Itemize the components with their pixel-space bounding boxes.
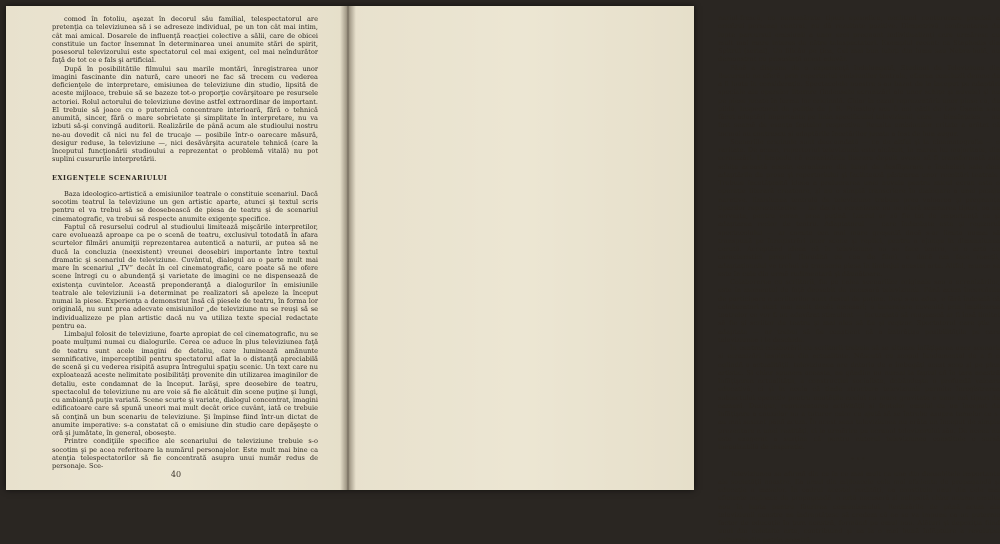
paragraph: Scenariile originale sunt deocamdată — ca de altfel şi la cinematografie — o raritate. De aceea, repertoriul televiziunii este alcătuit, în marea lui majoritate, din ecranizări. E limpede că ecranizările literare depuit aveau să fi transformată sub schiţe această acesta ecranizare din lungi de desfăşurare a încheieri sale deci adaptările de prose şi repertoriului şi facilitează păstrarea unor recoltări teatrale. Trebuie încetăţenită ideea a prelucrarea unei nuvele pentru micul ecran este o operaţie literară creatoare, şi nu o simplă transcriere în dialogare a unei pasaje narative. Emisiunea teatrală de televiziune trebuie prea valoarea şi pregnanţa tiparilor reprezentative — iar dacă o ecranizare nu ne oferă semnarea tipuri, ea ne serveşte, pentru ecran, prea puţină. Lucrul ar să fie tot de importanţă ce şi adaptarea reclor de teatru. Adaptatorul — care îndeobşte este şi regizorul spectacolului — ar comite cea mai mare greşeală dacă s-ar limita numai să transpună pe înregistrări unor scene şi replici, pentru a ajunge la dimensiunea cerută. Acceptând ideea că în televiziune nu se face teatru, ci o artă cu caracteristici proprii (înrudită cu cea de film), e dacă am face reacţii, adaptaţionalul va trebui să transcrie piesa în limbajul acestei arte. Altfel, munca sa este în cele din urmă rudimentară şi dăunătoare. [718,137,1000,278]
paragraph: Colaborarea cu scriitorii, fie pe calea scenariilor originale sau a ecranizărilor, este în momentul de faţă deosebit de necesară televiziunii. Până acum încercările de participare a scriitorilor sunt destul de puţine. Deşi s-au adus, e fără îndoială că colaboratori sunt mai mult decât necesari; o încurajare cuvenită prin implicarea teatrelor ce vor fi un adevărat stimulent — încurajată să reuşească ar fi însă limitat să fie şi scriitor de teatru şi mai ales să fie şi regizor. Spectatorul care ştie — adaptate — ar trebui să fie conştient că a îmbrăţişa posibilităţile pe care televiziunea i le deschide. [718,278,1000,344]
right-page-text [718,14,1000,544]
open-book-spread [6,6,1000,544]
paragraph: nariul-frescă, cu nenumărate tipuri episodice, neclitind contururare precisă a oricărui personaj centrat, nu dă rezultate pozitive. Dimpotrivă, confruntarea de lupte parcursul emisiunii a unor eroi pregnant individualizaţi care urmăresc cu mult mai mare interes de către telespectatori. Exemplul recent: ca Staphedis din Spitrul (serial), Un filicău pe ţica, Cel mai bun iubiţi din lume sau Nebra-bulă, au demonstrat cu prisosinţă acest adevăr. [718,14,1000,64]
paragraph: Televiziunea se afirmă din ce în ce mai mult ca una din deosebitele importante ale societăţii noastre. Ea umul din mijloacele cele mai eficiente de propagandă şi educaţie a maselor. În cadrul acestei realităţi, ea constituie unul din cele mai eficiente mijloace de propagandă, o artă necesară şi nelipsită chiar anume omului nou în lupta pentru făurirea comunismului. Realizările de până acum ale televiziunii noastre ne îndreptăţesc să credem că ea se va impune ca un puternic factor de educaţie în ţara noastră, formând pe omul nou. Alături şi depoziţia fiind unul din celelalte arte, contribuind şi ea la o mai bună înfăptuire a revoluţiei culturale din patria noastră. [718,469,1000,544]
page-number: 40 [170,470,182,479]
section-heading: EXIGENŢELE SCENARIULUI [52,173,168,182]
paragraph: Printre condiţiile specifice ale scenariului de televiziune trebuie s-o socotim şi pe acea referitoare la numărul personajelor. Este mult mai bine ca atenţia telespectatorilor să fie concentrată asupra unui număr redus de personaje. Sce- [52,437,318,470]
paragraph: În central colaborării cu scriitorii trebuie să se situeze înfăţişarea unor scenarii şi ecranizări inspirate din actualitate. Născută cu scopul fundamental de a fi o oglindă a actualităţii, televiziunea are datoria de a îmbogăţi acest scop şi pe plan artistic. Şi chiar spunem aceasta, ne gândim nu numai la faptul că în ţara noastră înfăţişarea actualităţii, a construcţiei socialiste, dobândeşte o profundă valoare educativă, ci şi la acela că tinde structura televiziunii permite înregistrarea subiectului operativ pentru noutăţile acelui cu mare gravitate a unor noi tipuri de oameni. Desigur, reprezentarea activităţii şi faptelor omului cu un început de înfăţişare a cauzelor nu a tuturor celor ce ajută să se întrebe asupra temelor ce s-au mai sesizat până acum. În acest sens televiziunea nu arăta un început de simple prezentare a unei realităţi, ci la urmărire pe ecranul televizorului său. De aceea nu este exagerat a susţine că pentru autorul televiziunea constituie o sursă inepuizabilă de inspiraţie. [718,344,1000,451]
paragraph: Baza ideologico-artistică a emisiunilor teatrale o constituie scenariul. Dacă socotim teatrul la televiziune un gen artistic aparte, atunci şi textul scris pentru el va trebui să se deosebească de piesa de teatru şi de scenariul cinematografic, va trebui să respecte anumite exigenţe specifice. [52,189,318,223]
right-page [350,6,1000,544]
book-gutter [340,6,356,490]
paragraph: comod în fotoliu, aşezat în decorul său familial, telespectatorul are pretenţia ca televiziunea să i se adreseze individual, pe un ton cât mai intim, cât mai amical. Dosarele de influenţă reacţiei colective a sălii, care de obicei constituie un factor însemnat în determinarea unei anumite stări de spirit, posesorul televizorului este spectatorul cel mai exigent, cel mai neîndurător faţă de tot ce e fals şi artificial. [52,15,318,65]
paragraph: Până a dispune de o experienţă îndelungată, Studioul de Televiziune din Bucureşti ne oferă, prin repertoriul emisiunilor teatrale, ofierea concluzii demne de a fi luate în consideraţie. Spectacolele noastre s-au bazat de la început pe adaptări speciale ale operelor literare (îndeosebi ecranizări ale unor schiţe şi nuvele) şi nu pe piese jucate în forma lor originală. Chiar în cazul reprezentării unor piese ca, de pildă, Inspectorul de poliţie de J. B. Priestley sau Îi noi gâtil de Lev Oşanin s-au făcut adaptări importante pe linia specificului televiziunii, care — bineînţeles — au fost seamă de esenţa faptelor respective. Reuşita emisiunilor critate a arătat că tocmai au contrescu şi adaptările încetărilor jucate a fost de bun augur. [718,63,1000,138]
left-page [6,6,346,490]
paragraph: Limbajul folosit de televiziune, foarte apropiat de cel cinematografic, nu se poate mulţumi numai cu dialogurile. Cerea ce aduce în plus televiziunea faţă de teatru sunt acele imagini de detaliu, care luminează amănunte semnificative, imperceptibil pentru spectatorul aflat la o distanţă apreciabilă de scenă şi cu vederea risipită asupra întregului spaţiu scenic. Un text care nu exploatează aceste nelimitate posibilităţi provenite din utilizarea imaginilor de detaliu, este condamnat de la început. Iarăşi, spre deosebire de teatru, spectacolul de televiziune nu are voie să fie alcătuit din scene puţine şi lungi, cu ambianţă puţin variată. Scene scurte şi variate, dialogul concentrat, imagini edificatoare care să spună uneori mai mult decât orice cuvânt, iată ce trebuie să conţină un bun scenariu de televiziune. Şi împinse fiind într-un dictat de anumite imperative: s-a constatat că o emisiune din studio care depăşeşte o oră şi jumătate, în general, obosește. [52,330,318,437]
left-page-text [52,15,318,470]
paragraph: După în posibilitătile filmului sau marile montări, înregistrarea unor imagini fascinante din natură, care uneori ne fac să trecem cu vederea deficienţele de interpretare, emisiunea de televiziune din studio, lipsită de aceste mijloace, trebuie să se bazeze tot-o proporţie covârşitoare pe resursele actoriei. Rolul actorului de televiziune devine astfel extraordinar de important. El trebuie să joace cu o puternică concentrare interioară, fără o tehnică anumită, sincer, fără o mare sobrietate şi simplitate în interpretare, nu va izbuti să-şi convingă auditorii. Realizările de până acum ale studioului nostru ne-au dovedit că nici nu fel de trucaje — posibile într-o oarecare măsură, desigur reduse, la televiziune —, nici desăvârşita acuratele tehnică (care la începutul funcţionării studioului a reprezentat o problemă vitală) nu pot suplini cusururile interpretării. [52,64,318,164]
paragraph: Faptul că resurselui codrul al studioului limitează mişcările interpretilor, care evoluează aproape ca pe o scenă de teatru, exclusivul totodată în afara scurtelor filmări anumiţii reprezentarea autentică a naturii, ar putea să ne ducă la concluzia (neexistent) vreunei deosebiri importante între textul dramatic şi scenariul de televiziune. Cuvântul, dialogul au o parte mult mai mare în scenariul „TV” decât în cel cinematografic, care poate să ne ofere scene întregi cu o abundenţă şi varietate de imagini ce ne dispensează de existenţa cuvintelor. Această preponderanţă a dialogurilor în emisiunile teatrale ale televiziunii i-a determinat pe realizatori să apeleze la început numai la piese. Experienţa a demonstrat însă că piesele de teatru, în forma lor originală, nu sunt prea adecvate emisiunilor „de televiziune nu se reuşi să se individualizeze pe plan artistic dacă nu va utiliza texte special redactate pentru ea. [52,222,318,330]
section-separator: *** [851,456,867,465]
